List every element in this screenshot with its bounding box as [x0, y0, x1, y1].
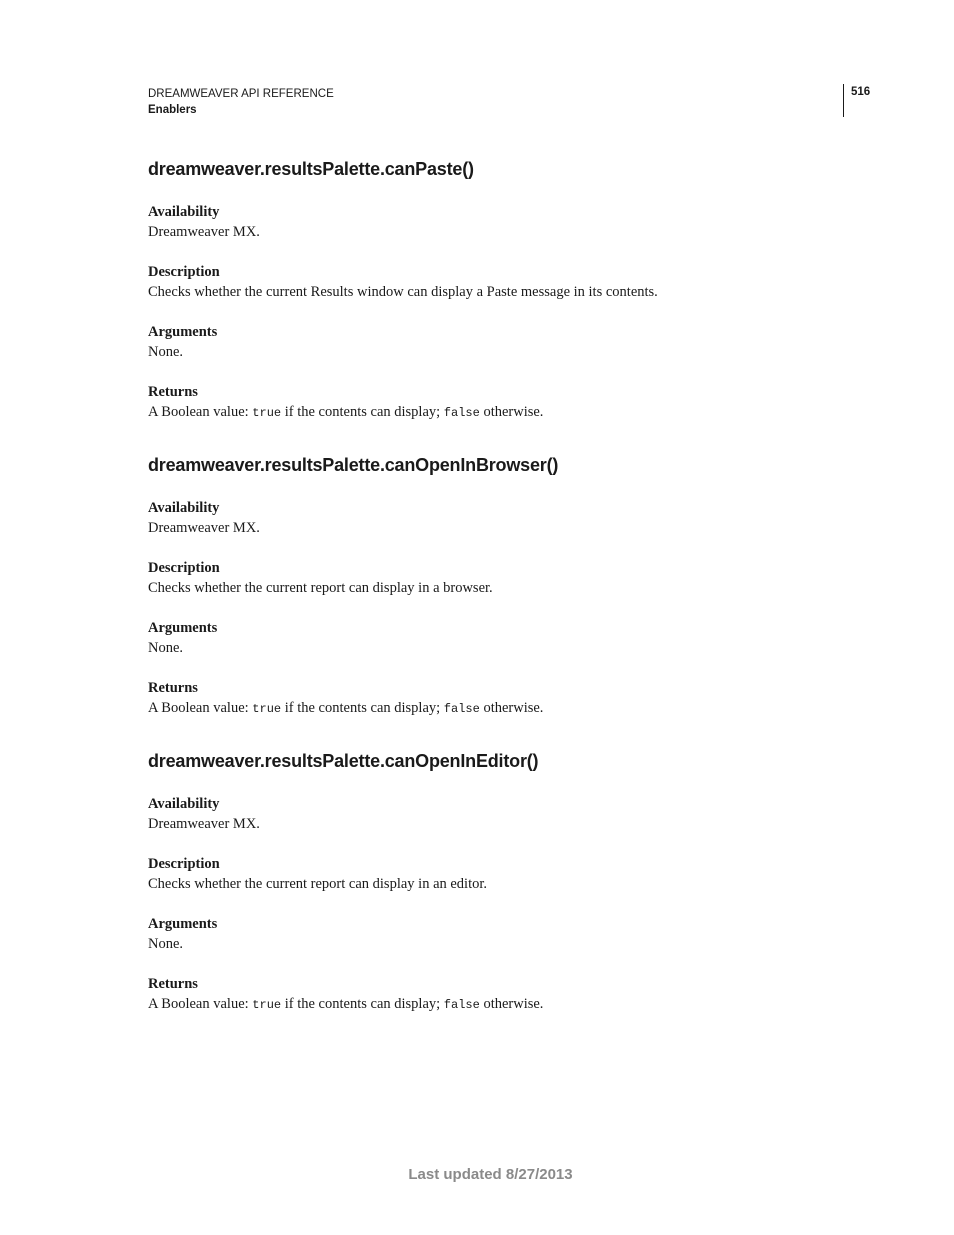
footer-last-updated: Last updated 8/27/2013 — [408, 1166, 573, 1183]
entry-title: dreamweaver.resultsPalette.canOpenInBrowser() — [148, 455, 559, 475]
availability-block — [148, 794, 848, 835]
running-header — [148, 87, 334, 118]
returns-heading: Returns — [148, 976, 198, 992]
availability-heading: Availability — [148, 796, 220, 812]
arguments-text: None. — [148, 344, 184, 360]
returns-suffix: otherwise. — [479, 700, 544, 716]
returns-heading: Returns — [148, 384, 198, 400]
arguments-heading: Arguments — [148, 324, 218, 340]
returns-mid: if the contents can display; — [281, 700, 444, 716]
arguments-heading: Arguments — [148, 916, 218, 932]
code-true: true — [252, 702, 282, 716]
api-entry-canpaste — [148, 157, 848, 424]
entry-title: dreamweaver.resultsPalette.canPaste() — [148, 159, 474, 179]
code-false: false — [443, 998, 480, 1012]
returns-heading: Returns — [148, 680, 198, 696]
description-heading: Description — [148, 560, 220, 576]
entry-title: dreamweaver.resultsPalette.canOpenInEditor() — [148, 751, 539, 771]
code-false: false — [443, 406, 480, 420]
description-text: Checks whether the current report can display in an editor. — [148, 876, 488, 892]
arguments-heading: Arguments — [148, 620, 218, 636]
code-true: true — [252, 998, 282, 1012]
returns-prefix: A Boolean value: — [148, 996, 253, 1012]
returns-mid: if the contents can display; — [281, 996, 444, 1012]
availability-heading: Availability — [148, 204, 220, 220]
availability-text: Dreamweaver MX. — [148, 816, 260, 832]
description-block — [148, 558, 848, 599]
returns-suffix: otherwise. — [479, 404, 544, 420]
arguments-text: None. — [148, 640, 184, 656]
code-false: false — [443, 702, 480, 716]
code-true: true — [252, 406, 282, 420]
returns-text — [148, 994, 848, 1016]
returns-block — [148, 974, 848, 1016]
returns-prefix: A Boolean value: — [148, 700, 253, 716]
arguments-block — [148, 322, 848, 363]
returns-suffix: otherwise. — [479, 996, 544, 1012]
availability-block — [148, 202, 848, 243]
page-number: 516 — [851, 86, 871, 98]
availability-text: Dreamweaver MX. — [148, 520, 260, 536]
arguments-block — [148, 914, 848, 955]
chapter-name: Enablers — [148, 103, 197, 116]
returns-block — [148, 382, 848, 424]
api-entry-canopeninbrowser — [148, 453, 848, 720]
page-content — [148, 157, 848, 1045]
document-title: DREAMWEAVER API REFERENCE — [148, 88, 334, 100]
header-divider — [843, 84, 844, 117]
availability-text: Dreamweaver MX. — [148, 224, 260, 240]
returns-block — [148, 678, 848, 720]
description-text: Checks whether the current Results window can display a Paste message in its contents. — [148, 284, 658, 300]
availability-heading: Availability — [148, 500, 220, 516]
arguments-text: None. — [148, 936, 184, 952]
api-entry-canopenineditor — [148, 749, 848, 1016]
description-text: Checks whether the current report can display in a browser. — [148, 580, 493, 596]
description-block — [148, 854, 848, 895]
arguments-block — [148, 618, 848, 659]
description-heading: Description — [148, 264, 220, 280]
returns-text — [148, 698, 848, 720]
description-heading: Description — [148, 856, 220, 872]
returns-prefix: A Boolean value: — [148, 404, 253, 420]
returns-mid: if the contents can display; — [281, 404, 444, 420]
description-block — [148, 262, 848, 303]
availability-block — [148, 498, 848, 539]
returns-text — [148, 402, 848, 424]
